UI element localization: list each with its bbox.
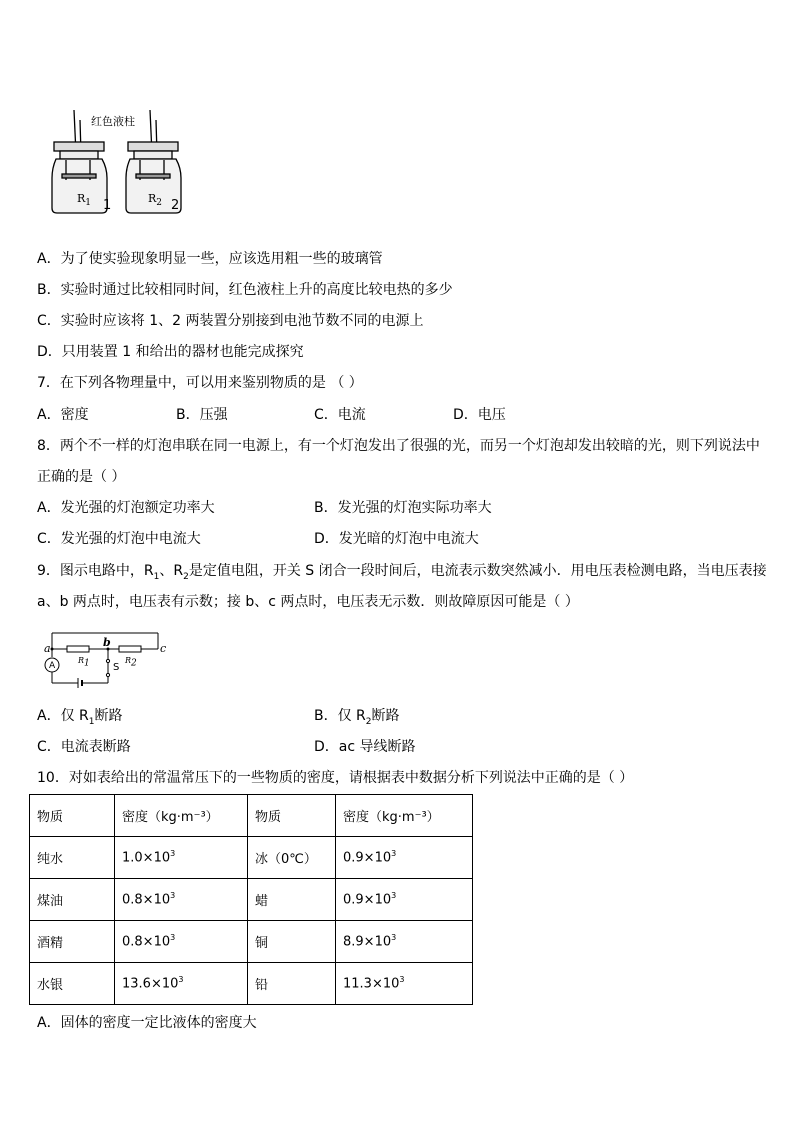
table-cell [115, 879, 248, 921]
table-row [30, 921, 473, 963]
circuit-r2-sub: 2 [131, 658, 137, 669]
q10-stem: 10．对如表给出的常温常压下的一些物质的密度，请根据表中数据分析下列说法中正确的是（ ） [37, 770, 634, 786]
figure-label-r1 [77, 190, 91, 212]
q7-stem: 7．在下列各物理量中，可以用来鉴别物质的是 （ ） [37, 375, 363, 391]
r2-letter: R [148, 192, 157, 205]
table-cell [115, 963, 248, 1005]
exponent: 3 [399, 975, 405, 985]
q8-option-c: C．发光强的灯泡中电流大 [37, 531, 201, 547]
q9-stem-line1 [37, 562, 767, 586]
header-cell: 密度（kg·m⁻³） [115, 795, 248, 837]
table-cell: 酒精 [30, 921, 115, 963]
q6-option-a: A．为了使实验现象明显一些，应该选用粗一些的玻璃管 [37, 251, 383, 267]
q6-option-b: B．实验时通过比较相同时间，红色液柱上升的高度比较电热的多少 [37, 282, 453, 298]
density-value: 0.9×10 [343, 892, 392, 908]
density-value: 0.8×10 [122, 892, 171, 908]
header-cell: 密度（kg·m⁻³） [336, 795, 473, 837]
figure-label-red-liquid: 红色液柱 [91, 115, 135, 128]
q9-option-a-sub: 1 [88, 716, 95, 727]
table-cell: 冰（0℃） [248, 837, 336, 879]
circuit-label-b: b [103, 636, 111, 649]
table-row [30, 837, 473, 879]
q9-option-b-sub: 2 [365, 716, 372, 727]
circuit-ammeter-label: A [49, 661, 56, 671]
density-table [29, 794, 473, 1005]
table-cell: 铜 [248, 921, 336, 963]
circuit-switch-label: S [113, 662, 120, 673]
q9-stem-part-b: 、R [159, 563, 184, 579]
density-value: 8.9×10 [343, 934, 392, 950]
q7-option-d: D．电压 [453, 407, 506, 423]
exponent: 3 [391, 933, 397, 943]
circuit-r1-sub: 1 [84, 658, 90, 669]
q8-stem-line1: 8．两个不一样的灯泡串联在同一电源上，有一个灯泡发出了很强的光，而另一个灯泡却发出较暗的光，则下列说法中 [37, 438, 760, 454]
density-value: 0.8×10 [122, 934, 171, 950]
figure-label-r2 [148, 190, 162, 212]
circuit-label-r2 [125, 652, 137, 673]
q6-option-c: C．实验时应该将 1、2 两装置分别接到电池节数不同的电源上 [37, 313, 424, 329]
header-cell: 物质 [30, 795, 115, 837]
table-cell: 纯水 [30, 837, 115, 879]
q7-option-c: C．电流 [314, 407, 366, 423]
table-cell [115, 837, 248, 879]
q9-stem-sub1: 1 [153, 571, 160, 582]
q8-option-d: D．发光暗的灯泡中电流大 [314, 531, 479, 547]
table-cell: 蜡 [248, 879, 336, 921]
r1-sub: 1 [85, 198, 92, 209]
table-row [30, 963, 473, 1005]
q8-stem-line2: 正确的是（ ） [37, 469, 126, 485]
q7-option-a: A．密度 [37, 407, 89, 423]
density-value: 13.6×10 [122, 976, 179, 992]
circuit-r2-letter: R [125, 656, 132, 665]
q9-option-b [314, 707, 400, 731]
table-cell [336, 963, 473, 1005]
q9-stem-sub2: 2 [183, 571, 189, 582]
exponent: 3 [178, 975, 184, 985]
table-cell: 煤油 [30, 879, 115, 921]
q9-option-d: D．ac 导线断路 [314, 739, 416, 755]
table-cell [115, 921, 248, 963]
table-cell [336, 879, 473, 921]
q9-option-b-pre: B．仅 R [314, 708, 366, 724]
q9-option-a [37, 707, 123, 731]
q8-option-b: B．发光强的灯泡实际功率大 [314, 500, 492, 516]
q6-option-d: D．只用装置 1 和给出的器材也能完成探究 [37, 344, 304, 360]
q9-stem-line2: a、b 两点时，电压表有示数；接 b、c 两点时，电压表无示数．则故障原因可能是（ ） [37, 594, 579, 610]
exponent: 3 [170, 891, 176, 901]
r2-sub: 2 [156, 198, 163, 209]
table-cell [336, 837, 473, 879]
q9-option-a-post: 断路 [94, 708, 123, 724]
table-cell: 水银 [30, 963, 115, 1005]
table-header-row [30, 795, 473, 837]
density-value: 0.9×10 [343, 850, 392, 866]
q9-option-c: C．电流表断路 [37, 739, 131, 755]
q9-stem-part-a: 9．图示电路中，R [37, 563, 154, 579]
table-cell [336, 921, 473, 963]
q8-option-a: A．发光强的灯泡额定功率大 [37, 500, 215, 516]
figure-label-1: 1 [103, 198, 112, 213]
circuit-label-a: a [44, 642, 51, 655]
q9-option-a-pre: A．仅 R [37, 708, 89, 724]
r1-letter: R [77, 192, 86, 205]
q9-option-b-post: 断路 [371, 708, 400, 724]
figure-label-2: 2 [171, 198, 180, 213]
exponent: 3 [170, 933, 176, 943]
table-cell: 铅 [248, 963, 336, 1005]
density-value: 1.0×10 [122, 850, 171, 866]
exponent: 3 [391, 891, 397, 901]
q10-option-a: A．固体的密度一定比液体的密度大 [37, 1015, 257, 1031]
header-cell: 物质 [248, 795, 336, 837]
density-value: 11.3×10 [343, 976, 400, 992]
q7-option-b: B．压强 [176, 407, 228, 423]
exponent: 3 [391, 849, 397, 859]
exponent: 3 [170, 849, 176, 859]
circuit-label-r1 [78, 652, 90, 673]
circuit-label-c: c [160, 642, 167, 655]
circuit-r1-letter: R [78, 656, 85, 665]
q9-stem-part-c: 是定值电阻，开关 S 闭合一段时间后，电流表示数突然减小．用电压表检测电路，当电压表接 [188, 563, 767, 579]
table-row [30, 879, 473, 921]
